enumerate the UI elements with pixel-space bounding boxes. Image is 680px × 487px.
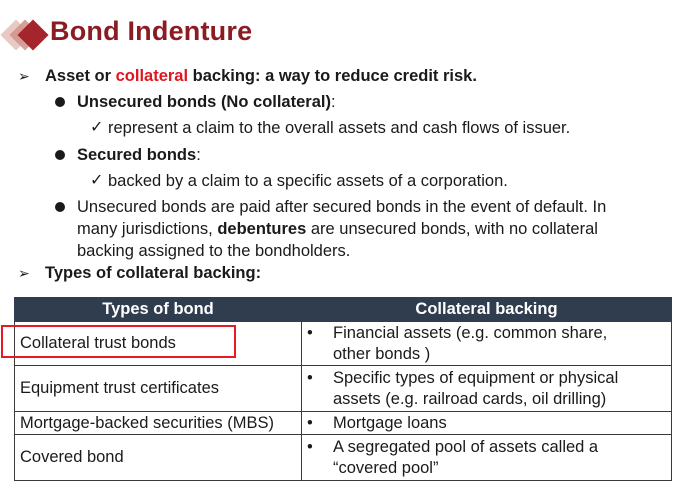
backing-text — [333, 437, 653, 479]
bullet-text: : — [330, 93, 336, 111]
backing-cell — [302, 322, 672, 366]
bond-type-cell: Equipment trust certificates — [15, 366, 302, 412]
backing-line: Financial assets (e.g. common share, — [333, 323, 608, 342]
main-bullet-types: Types of collateral backing: — [45, 264, 262, 282]
arrowhead-bullet-icon: ➢ — [18, 265, 30, 281]
check-mark-icon: ✓ — [90, 119, 104, 136]
backing-line: “covered pool” — [333, 458, 439, 477]
column-header-backing: Collateral backing — [302, 298, 672, 322]
backing-line: other bonds ) — [333, 344, 431, 363]
bullet-text: are unsecured bonds, with no collateral — [306, 220, 598, 238]
backing-cell — [302, 435, 672, 481]
backing-text — [333, 413, 653, 434]
bullet-text: Asset or — [45, 67, 116, 85]
check-item-unsecured: represent a claim to the overall assets and cash flows of issuer. — [108, 119, 571, 137]
sub-bullet-default-line2 — [77, 219, 598, 239]
sub-bullet-default-line3: backing assigned to the bondholders. — [77, 242, 351, 260]
round-bullet-icon — [55, 202, 65, 212]
bullet-text: : — [196, 146, 201, 164]
main-bullet-asset-backing — [45, 66, 477, 86]
debentures-term: debentures — [217, 220, 307, 238]
sub-bullet-default-line1: Unsecured bonds are paid after secured bonds in the event of default. In — [77, 198, 607, 216]
bond-type-cell: Covered bond — [15, 435, 302, 481]
bullet-icon: • — [307, 437, 313, 456]
bullet-icon: • — [307, 323, 313, 342]
round-bullet-icon — [55, 150, 65, 160]
bullet-text: many jurisdictions, — [77, 220, 218, 238]
check-mark-icon: ✓ — [90, 172, 104, 189]
bullet-text: Secured bonds — [77, 146, 197, 164]
backing-cell — [302, 366, 672, 412]
backing-text — [333, 323, 653, 365]
round-bullet-icon — [55, 97, 65, 107]
arrowhead-bullet-icon: ➢ — [18, 68, 30, 84]
page-title: Bond Indenture — [50, 16, 253, 46]
bullet-icon: • — [307, 413, 313, 432]
sub-bullet-secured — [77, 145, 201, 165]
bond-type-cell: Mortgage-backed securities (MBS) — [15, 412, 302, 435]
backing-line: Mortgage loans — [333, 413, 447, 432]
collateral-highlight-text: collateral — [115, 67, 189, 85]
check-item-secured: backed by a claim to a specific assets of a corporation. — [108, 172, 508, 190]
backing-line: assets (e.g. railroad cards, oil drilling) — [333, 389, 607, 408]
backing-line: A segregated pool of assets called a — [333, 437, 599, 456]
backing-text — [333, 368, 653, 410]
bullet-text: Unsecured bonds (No collateral) — [77, 93, 331, 111]
table-header-row — [15, 298, 672, 322]
table-row — [15, 366, 672, 412]
table-row — [15, 412, 672, 435]
sub-bullet-unsecured — [77, 92, 336, 112]
highlight-box — [1, 325, 236, 358]
table-row — [15, 435, 672, 481]
bullet-icon: • — [307, 368, 313, 387]
title-bar — [0, 14, 680, 56]
backing-line: Specific types of equipment or physical — [333, 368, 619, 387]
backing-cell — [302, 412, 672, 435]
bond-type-cell: Collateral trust bonds — [15, 322, 302, 366]
bullet-text: backing: a way to reduce credit risk. — [188, 67, 477, 85]
column-header-type: Types of bond — [15, 298, 302, 322]
